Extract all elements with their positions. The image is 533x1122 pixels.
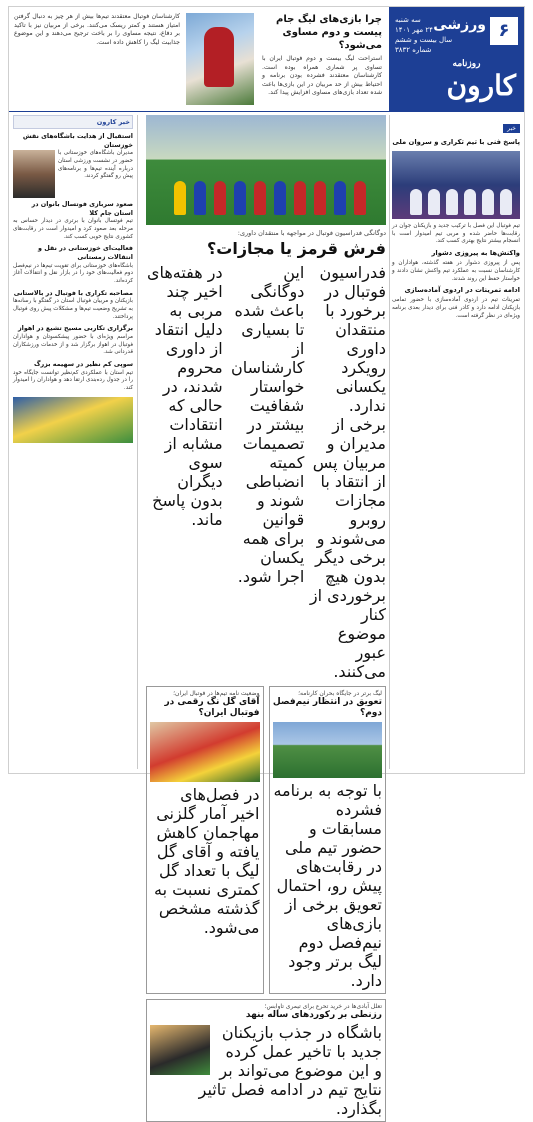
player-figure (482, 189, 494, 215)
left-item-4-title: مصاحبه تکراری با فوتبال در بالاستانی (13, 288, 133, 297)
portrait-photo (13, 150, 55, 198)
newspaper-page (8, 6, 525, 1118)
main-headline: فرش قرمز یا مجازات؟ (206, 239, 386, 258)
main-kicker: دوگانگی فدراسیون فوتبال در مواجهه با منتقدان داوری: (237, 229, 386, 237)
header-photo (186, 13, 254, 105)
masthead (389, 7, 524, 111)
player-figure (294, 181, 306, 215)
article-box-3 (146, 999, 386, 1122)
header-story (262, 13, 382, 105)
player-figure (254, 181, 266, 215)
left-item-1-title: استقبال از هدایت باشگاه‌های نقش خوزستان (22, 132, 133, 149)
issue-date: ۲۴ مهر ۱۴۰۱ (395, 26, 433, 34)
player-figure (174, 181, 186, 215)
column-divider (389, 115, 390, 769)
box-1-title: تعویق در انتظار نیم‌فصل دوم؟ (272, 697, 382, 718)
right-item-1-body: تیم فوتبال این فصل با ترکیب جدید و بازیکنان جوان در رقابت‌ها حاضر شده و مربی تیم امیدوار است با انسجام بیشتر نتایج بهتری کسب کند. (392, 223, 520, 245)
center-area (146, 115, 386, 1118)
left-item-6-body: تیم استان با عملکردی کم‌نظیر توانست جایگاه خود را در جدول رده‌بندی ارتقا دهد و هواداران را امیدوار کند. (13, 369, 133, 392)
left-item-5-body: مراسم ویژه‌ای با حضور پیشکسوتان و هواداران فوتبال در اهواز برگزار شد و از خدمات ورزشکاران قدردانی شد. (13, 334, 133, 356)
logo-sub: روزنامه (452, 59, 481, 69)
article-box-1 (269, 686, 387, 994)
header-story-2-body: کارشناسان فوتبال معتقدند تیم‌ها بیش از هر چیز به دنبال گرفتن امتیاز هستند و کمتر ریسک می‌کنند. برخی از مربیان نیز با تاکید بر دفاع، نتیجه مساوی را بر باخت ترجیح می‌دهند و این موضوع جذابیت لیگ را کاهش داده است. (14, 13, 180, 46)
column-divider (137, 115, 138, 769)
player-figure (464, 189, 476, 215)
left-item-4-body: بازیکنان و مربیان فوتبال استان در گفتگو با رسانه‌ها به تشریح وضعیت تیم‌ها و مشکلات پیش روی فوتبال پرداختند. (13, 298, 133, 320)
left-column-header: خبر کارون (13, 115, 133, 129)
right-item-2-title: واکنش‌ها به پیروزی دشوار (431, 249, 520, 258)
page-number: ۶ (490, 17, 518, 45)
left-item-2-body: تیم فوتسال بانوان با برتری در دیدار حساس به مرحله بعد صعود کرد و امیدوار است در رقابت‌های کشوری نتایج خوبی کسب کند. (13, 218, 133, 240)
team-photo (392, 151, 520, 219)
left-item-5-title: برگزاری تکاربی مسیح تشیع در اهواز (18, 324, 133, 333)
header-story-body: استراحت لیگ بیست و دوم فوتبال ایران با تساوی پر شماری همراه بوده است. کارشناسان معتقدند فشرده بودن برنامه و احتیاط بیش از حد مربیان در این بازی‌ها باعث شده تعداد بازی‌های مساوی افزایش پیدا کند. (262, 55, 382, 97)
player-figure (354, 181, 366, 215)
player-figure (428, 189, 440, 215)
main-article-col-1: فدراسیون فوتبال در برخورد با منتقدان داوری رویکرد یکسانی ندارد. برخی از مدیران و مربیان پس از انتقاد با مجازات روبرو می‌شوند و برخی دیگر بدون هیچ برخوردی از کنار موضوع عبور می‌کنند. (309, 263, 386, 681)
newspaper-logo (447, 59, 516, 102)
issue-number: شماره ۳۸۳۲ (395, 46, 432, 54)
section-title: ورزشی (433, 17, 486, 33)
header-story-title: چرا بازی‌های لیگ جام پیست و دوم مساوی می‌شود؟ (276, 14, 382, 51)
player-figure (410, 189, 422, 215)
left-item-1-body: مدیران باشگاه‌های خوزستانی با حضور در نشست ورزشی استان درباره آینده تیم‌ها و برنامه‌های پیش رو گفتگو کردند. (58, 150, 133, 180)
box-3-title: رزنطی بر رکوردهای ساله‌ بنهد (245, 1010, 382, 1020)
player-figure (204, 27, 234, 87)
left-item-3-title: فعالیت‌ای خوزستانی در نقل و انتقالات زمستانی (38, 244, 133, 262)
player-figure (214, 181, 226, 215)
main-article-col-3: در هفته‌های اخیر چند مربی به دلیل انتقاد از داوری محروم شدند، در حالی که انتقادات مشابه از سوی دیگران بدون پاسخ ماند. (146, 263, 223, 529)
right-item-1-title: پاسخ فنی با تیم تکراری و سروان ملی (392, 138, 520, 146)
box-2-title: آقای گل نگ رقمی در فوتبال ایران؟ (164, 697, 260, 718)
issue-meta (395, 15, 453, 55)
player-figure (334, 181, 346, 215)
player-figure (500, 189, 512, 215)
player-figure (274, 181, 286, 215)
right-item-3-title: ادامه تمرینات در اردوی آماده‌سازی (404, 286, 520, 295)
issue-day: سه شنبه (395, 16, 421, 24)
player-figure (234, 181, 246, 215)
header-rule (9, 111, 524, 112)
match-photo-small (13, 397, 133, 443)
box-2-kicker: وضعیت نامه تیم‌ها در فوتبال ایران؛ (173, 690, 260, 697)
main-article-col-2: این دوگانگی باعث شده تا بسیاری از کارشناسان خواستار شفافیت بیشتر در تصمیمات کمیته انضباطی شوند و قوانین برای همه یکسان اجرا شود. (230, 263, 305, 586)
player-figure (194, 181, 206, 215)
issue-year: سال بیست و ششم (395, 36, 453, 44)
left-item-6-title: سوپی کم نظیر در سهیمه بزرگ (33, 360, 133, 369)
news-tag: خبر (503, 124, 520, 133)
left-column (13, 115, 133, 769)
logo-text: کارون (446, 69, 516, 102)
main-article-columns (146, 263, 386, 681)
player-figure (446, 189, 458, 215)
box-1-body: با توجه به برنامه فشرده مسابقات و حضور تیم ملی در رقابت‌های پیش رو، احتمال تعویق برخی از بازی‌های نیم‌فصل دوم لیگ برتر وجود دارد. (273, 781, 382, 990)
article-box-2 (146, 686, 264, 994)
left-item-3-body: باشگاه‌های خوزستانی برای تقویت تیم‌ها در نیم‌فصل دوم فعالیت‌های خود را در بازار نقل و انتقالات آغاز کرده‌اند. (13, 262, 133, 285)
right-item-2-body: پس از پیروزی دشوار در هفته گذشته، هواداران و کارشناسان نسبت به عملکرد تیم واکنش نشان دادند و خواستار حفظ این روند شدند. (392, 260, 520, 282)
left-item-2-title: صعود سربازی فوتسال بانوان در استان جام کلا (31, 200, 133, 217)
header-story-2 (14, 13, 180, 105)
match-photo (146, 115, 386, 225)
player-figure (314, 181, 326, 215)
stadium-photo (273, 722, 383, 778)
box-3-body: باشگاه در جذب بازیکنان جدید با تاخیر عمل کرده و این موضوع می‌تواند بر نتایج تیم در ادامه فصل تاثیر بگذارد. (198, 1023, 382, 1118)
player-photo (150, 722, 260, 782)
box-1-kicker: لیگ برتر در جایگاه بحران کارنامه؛ (298, 690, 382, 697)
player-photo (150, 1025, 210, 1075)
right-column (392, 115, 520, 769)
box-3-kicker: تعلل آبادی‌ها در خرید تحرع برای تیمری تاوابس؛ (264, 1003, 382, 1010)
box-2-body: در فصل‌های اخیر آمار گلزنی مهاجمان کاهش یافته و آقای گل لیگ با تعداد گل کمتری نسبت به گذشته مشخص می‌شود. (153, 785, 260, 937)
right-item-3-body: تمرینات تیم در اردوی آماده‌سازی با حضور تمامی بازیکنان ادامه دارد و کادر فنی برای دیدار بعدی برنامه ویژه‌ای در نظر گرفته است. (392, 297, 520, 319)
